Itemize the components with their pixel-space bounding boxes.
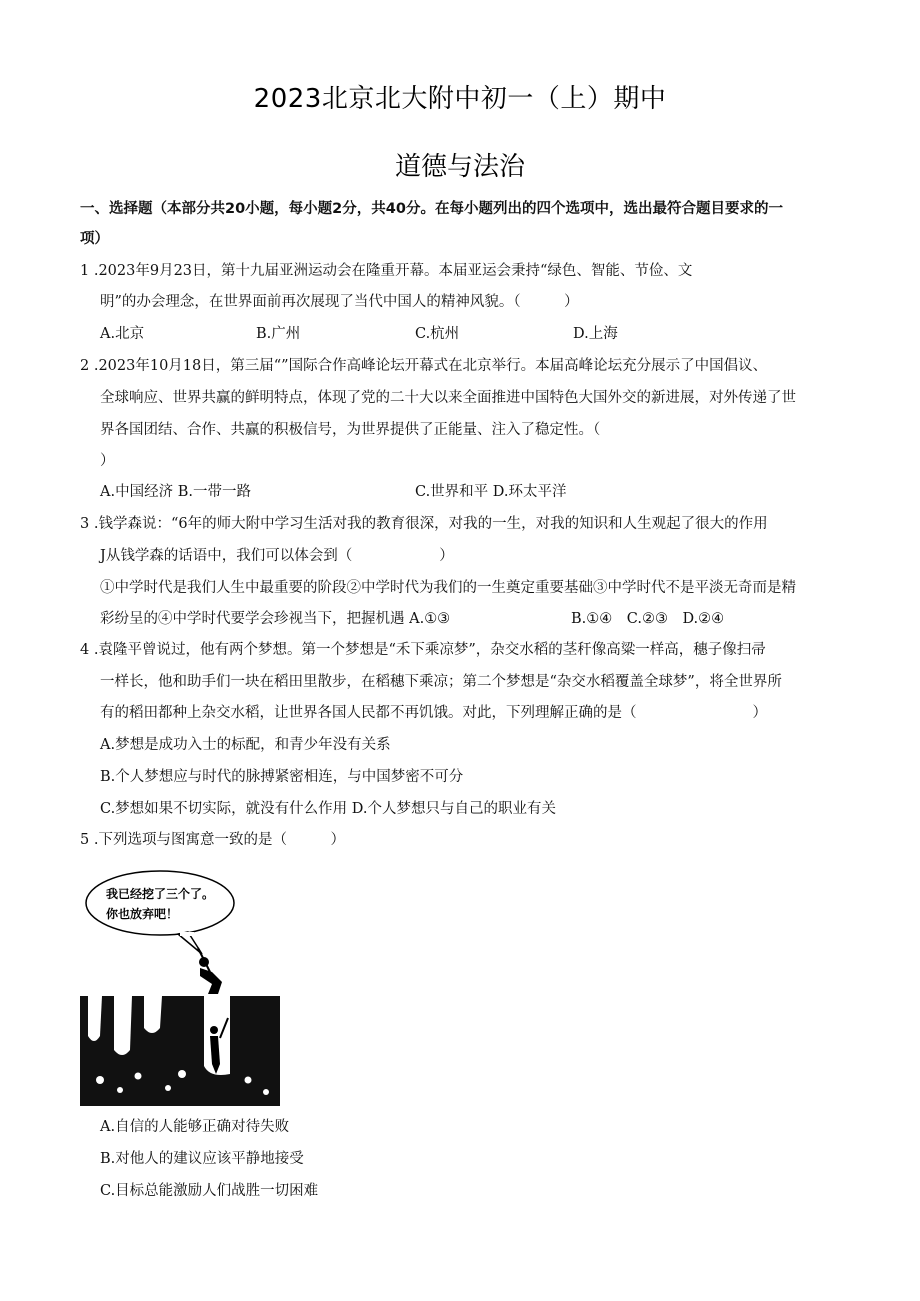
- q2-stem-line3: 界各国团结、合作、共赢的积极信号，为世界提供了正能量、注入了稳定性。（: [100, 422, 601, 438]
- exam-title: 2023北京北大附中初一（上）期中: [253, 84, 667, 114]
- q2-options-cd: C.世界和平 D.环太平洋: [415, 484, 567, 500]
- speech-bubble-tail-mask: [180, 932, 194, 936]
- q5-option-b: B.对他人的建议应该平静地接受: [100, 1151, 304, 1167]
- subject-title: 道德与法治: [394, 152, 525, 182]
- digging-cartoon: [80, 868, 280, 1108]
- q3-stem-line3: ①中学时代是我们人生中最重要的阶段②中学时代为我们的一生奠定重要基础③中学时代不是平淡无奇而是精: [100, 580, 796, 596]
- q4-option-b: B.个人梦想应与时代的脉搏紧密相连，与中国梦密不可分: [100, 769, 464, 785]
- digger-bottom-head: [210, 1026, 218, 1034]
- gem-icon: [117, 1087, 123, 1093]
- gem-icon: [263, 1089, 269, 1095]
- q5-option-a: A.自信的人能够正确对待失败: [100, 1119, 290, 1135]
- q3-stem-line2: J从钱学森的话语中，我们可以体会到（ ）: [100, 548, 454, 564]
- section-heading-line1: 一、选择题（本部分共20小题，每小题2分，共40分。在每小题列出的四个选项中，选出最符合题目要求的一: [80, 201, 783, 217]
- q3-stem-line1: 3 .钱学森说：“6年的师大附中学习生活对我的教育很深，对我的一生，对我的知识和人生观起了很大的作用: [80, 516, 768, 532]
- q5-option-c: C.目标总能激励人们战胜一切困难: [100, 1183, 319, 1199]
- q4-options-cd: C.梦想如果不切实际，就没有什么作用 D.个人梦想只与自己的职业有关: [100, 801, 557, 817]
- tunnel-1: [88, 996, 102, 1041]
- q4-option-a: A.梦想是成功入士的标配，和青少年没有关系: [100, 737, 391, 753]
- q1-option-d: D.上海: [573, 326, 618, 342]
- ground-block: [80, 996, 280, 1106]
- gem-icon: [178, 1070, 186, 1078]
- q3-stem-line4: 彩纷呈的④中学时代要学会珍视当下，把握机遇 A.①③: [100, 611, 451, 627]
- bubble-text-line2: 你也放弃吧！: [105, 907, 179, 921]
- q3-options-bcd: B.①④ C.②③ D.②④: [571, 611, 725, 627]
- q4-stem-line1: 4 .袁隆平曾说过，他有两个梦想。第一个梦想是“禾下乘凉梦”，杂交水稻的茎秆像高粱一样高，穗子像扫帚: [80, 642, 766, 658]
- digger-top-body: [200, 968, 222, 994]
- q2-stem-line4: ）: [100, 453, 115, 469]
- q1-option-a: A.北京: [100, 326, 145, 342]
- q2-stem-line2: 全球响应、世界共赢的鲜明特点，体现了党的二十大以来全面推进中国特色大国外交的新进展，对外传递了世: [100, 390, 796, 406]
- gem-icon: [135, 1073, 142, 1080]
- gem-icon: [245, 1077, 252, 1084]
- q1-stem-line1: 1 .2023年9月23日，第十九届亚洲运动会在隆重开幕。本届亚运会秉持“绿色、智能、节俭、文: [80, 263, 693, 279]
- q5-stem: 5 .下列选项与图寓意一致的是（ ）: [80, 832, 345, 848]
- section-heading-line2: 项）: [80, 231, 109, 247]
- q1-option-b: B.广州: [256, 326, 301, 342]
- q1-option-c: C.杭州: [415, 326, 460, 342]
- q1-stem-line2: 明”的办会理念，在世界面前再次展现了当代中国人的精神风貌。（ ）: [100, 294, 579, 310]
- tunnel-2: [114, 996, 132, 1055]
- q4-stem-line3: 有的稻田都种上杂交水稻，让世界各国人民都不再饥饿。对此，下列理解正确的是（ ）: [100, 705, 767, 721]
- gem-icon: [96, 1076, 104, 1084]
- tunnel-3: [144, 996, 162, 1033]
- bubble-text-line1: 我已经挖了三个了。: [105, 887, 215, 901]
- gem-icon: [165, 1085, 171, 1091]
- q2-options-ab: A.中国经济 B.一带一路: [100, 484, 251, 500]
- q4-stem-line2: 一样长，他和助手们一块在稻田里散步，在稻穗下乘凉；第二个梦想是“杂交水稻覆盖全球梦”，将全世界所: [100, 674, 782, 690]
- speech-bubble: [86, 871, 234, 935]
- q2-stem-line1: 2 .2023年10月18日，第三届“”国际合作高峰论坛开幕式在北京举行。本届高峰论坛充分展示了中国倡议、: [80, 358, 768, 374]
